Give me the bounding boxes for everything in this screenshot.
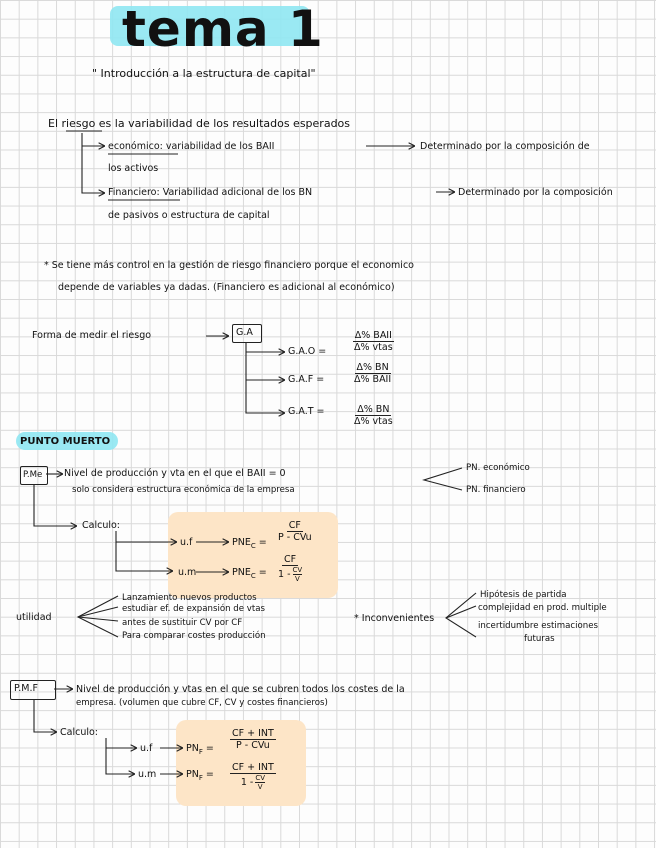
pme-calculo-branch <box>34 484 76 526</box>
pne-um-label: u.m <box>178 567 197 578</box>
punto-muerto-heading: PUNTO MUERTO <box>20 436 111 447</box>
gao-numerator: Δ% BAII <box>354 330 392 341</box>
inconvenientes-brace-outer <box>446 593 476 637</box>
utilidad-label: utilidad <box>16 612 52 623</box>
pmf-calculo-branch <box>34 699 56 732</box>
utilidad-item-1: Lanzamiento nuevos productos <box>122 593 257 603</box>
riesgo-economico-cont: los activos <box>108 163 159 174</box>
riesgo-economico-determinado: Determinado por la composición de <box>420 141 590 152</box>
pne-uf-numerator: CF <box>288 520 301 531</box>
gat-numerator: Δ% BN <box>357 404 390 415</box>
pn-economico: PN. económico <box>466 463 530 473</box>
pne-uf-sub: C <box>250 541 256 550</box>
pnf-um-branch <box>106 738 134 774</box>
ga-branch-gat <box>246 342 284 413</box>
page-title: tema 1 <box>122 0 324 58</box>
gaf-denominator: Δ% BAII <box>354 374 392 385</box>
pn-financiero: PN. financiero <box>466 485 526 495</box>
utilidad-item-4: Para comparar costes producción <box>122 631 266 641</box>
pne-um-pn-text: PNE <box>232 567 251 578</box>
inconveniente-item-1: Hipótesis de partida <box>480 590 567 600</box>
pne-uf-pn-text: PNE <box>232 537 251 548</box>
pnf-uf-pn-text: PN <box>186 743 199 754</box>
pnf-um-eq: = <box>205 769 214 780</box>
pne-um-branch <box>116 531 172 571</box>
riesgo-branch-financiero <box>82 133 104 193</box>
pnf-um-inner-den: V <box>257 783 263 791</box>
utilidad-item-2: estudiar ef. de expansión de vtas <box>122 604 265 614</box>
gat-label: G.A.T = <box>288 406 325 417</box>
pne-um-sub: C <box>250 571 256 580</box>
riesgo-financiero-cont: de pasivos o estructura de capital <box>108 210 270 221</box>
pne-um-den-one: 1 - <box>278 569 291 580</box>
utilidad-brace-outer <box>78 596 118 637</box>
pne-um-inner-num: CV <box>292 566 303 574</box>
pmf-definition-2: empresa. (volumen que cubre CF, CV y costes financieros) <box>76 698 328 708</box>
utilidad-item-3: antes de sustituir CV por CF <box>122 618 243 628</box>
riesgo-intro: El riesgo es la variabilidad de los resultados esperados <box>48 117 351 130</box>
pnf-um-den-one: 1 - <box>240 777 254 788</box>
riesgo-financiero-determinado: Determinado por la composición <box>458 187 613 198</box>
pnf-uf-denominator: P - CVu <box>236 740 270 751</box>
pne-um-inner-den: V <box>294 575 300 583</box>
pme-definition-2: solo considera estructura económica de la empresa <box>72 485 295 495</box>
riesgo-financiero: Financiero: Variabilidad adicional de los BN <box>108 187 313 198</box>
medir-label: Forma de medir el riesgo <box>32 330 152 341</box>
pnf-um-inner-num: CV <box>255 774 265 782</box>
inconvenientes-brace-mid <box>446 606 476 618</box>
pnf-um-label: u.m <box>138 769 157 780</box>
inconveniente-item-3: incertidumbre estimaciones <box>478 621 598 631</box>
inconvenientes-text: Inconvenientes <box>361 613 435 624</box>
pne-uf-denominator: P - CVu <box>278 532 312 543</box>
gao-denominator: Δ% vtas <box>354 342 393 353</box>
pmf-calculo-label: Calculo: <box>60 727 98 738</box>
pme-tag: P.Me <box>23 470 43 480</box>
pmf-definition-1: Nivel de producción y vtas en el que se cubren todos los costes de la <box>76 684 405 695</box>
pme-calculo-label: Calculo: <box>82 520 120 531</box>
pnf-uf-numerator: CF + INT <box>232 728 274 739</box>
inconvenientes-label: * Inconvenientes <box>354 613 435 624</box>
pnf-um-pn-text: PN <box>186 769 199 780</box>
pnf-uf-label: u.f <box>140 743 153 754</box>
pme-definition-1: Nivel de producción y vta en el que el BAII = 0 <box>64 468 286 479</box>
gao-label: G.A.O = <box>288 346 327 357</box>
inconveniente-item-4: futuras <box>524 634 555 644</box>
pnf-uf-eq: = <box>205 743 214 754</box>
pnf-uf-sub: F <box>198 747 203 756</box>
note-line-2: depende de variables ya dadas. (Financiero es adicional al económico) <box>58 282 395 293</box>
gaf-numerator: Δ% BN <box>356 362 389 373</box>
riesgo-economico: económico: variabilidad de los BAII <box>108 141 275 152</box>
note-line-1: * Se tiene más control en la gestión de riesgo financiero porque el economico <box>44 260 414 271</box>
ga-label: G.A <box>236 327 253 338</box>
pne-um-eq: = <box>258 567 267 578</box>
pne-uf-label: u.f <box>180 537 193 548</box>
pne-uf-eq: = <box>258 537 267 548</box>
inconveniente-item-2: complejidad en prod. multiple <box>478 603 607 613</box>
gat-denominator: Δ% vtas <box>354 416 393 427</box>
page-subtitle: " Introducción a la estructura de capital" <box>92 67 316 80</box>
pn-split-bracket <box>424 468 462 490</box>
pnf-um-numerator: CF + INT <box>232 762 274 773</box>
pmf-tag: P.M.F <box>14 683 38 694</box>
pnf-um-sub: F <box>198 773 203 782</box>
utilidad-brace-mid1 <box>78 607 118 617</box>
pne-um-numerator: CF <box>284 554 297 565</box>
gaf-label: G.A.F = <box>288 374 325 385</box>
